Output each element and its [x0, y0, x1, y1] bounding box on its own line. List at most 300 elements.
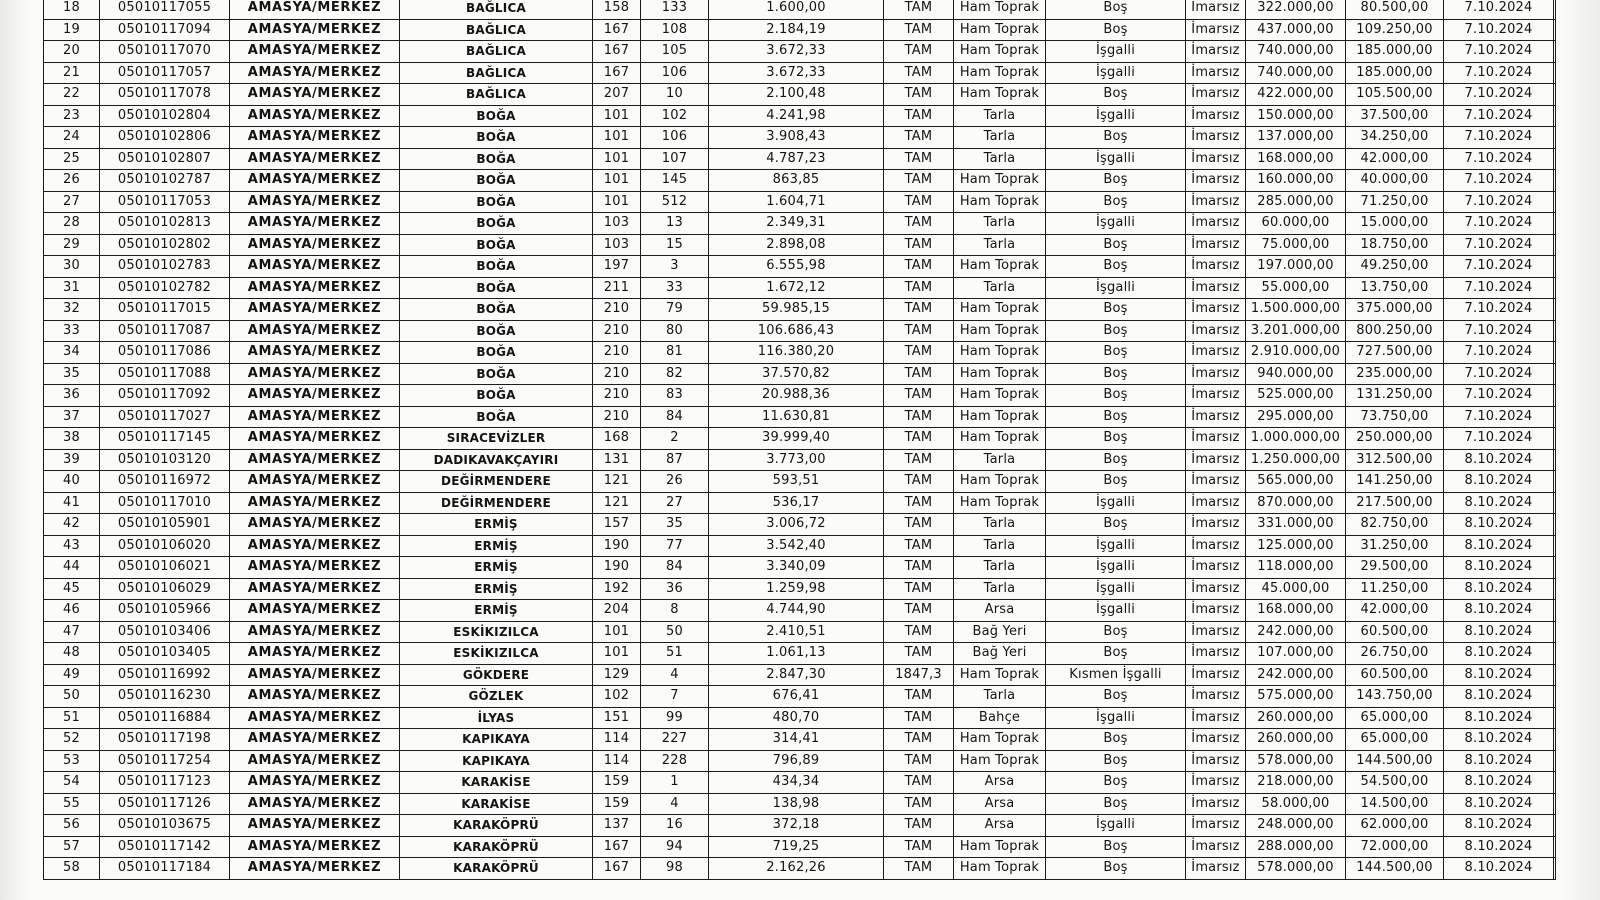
- province-district-cell: AMASYA/MERKEZ: [230, 406, 400, 428]
- property-id-cell: 05010117015: [100, 299, 230, 321]
- property-type-cell: Arsa: [954, 600, 1046, 622]
- neighborhood-cell: KARAKÖPRÜ: [400, 836, 593, 858]
- parcel-number-cell: 16: [641, 815, 709, 837]
- auction-time-cell: [1554, 557, 1556, 579]
- occupancy-status-cell: Boş: [1046, 127, 1186, 149]
- neighborhood-cell: BAĞLICA: [400, 62, 593, 84]
- share-cell: TAM: [884, 148, 954, 170]
- auction-date-cell: 8.10.2024: [1444, 729, 1554, 751]
- share-cell: TAM: [884, 105, 954, 127]
- deposit-cell: 235.000,00: [1346, 363, 1444, 385]
- estimated-price-cell: 295.000,00: [1246, 406, 1346, 428]
- auction-time-cell: [1554, 234, 1556, 256]
- auction-date-cell: 8.10.2024: [1444, 535, 1554, 557]
- auction-date-cell: 7.10.2024: [1444, 19, 1554, 41]
- block-number-cell: 101: [593, 191, 641, 213]
- parcel-number-cell: 145: [641, 170, 709, 192]
- property-type-cell: Ham Toprak: [954, 858, 1046, 880]
- block-number-cell: 121: [593, 492, 641, 514]
- occupancy-status-cell: Boş: [1046, 729, 1186, 751]
- parcel-number-cell: 2: [641, 428, 709, 450]
- auction-time-cell: [1554, 19, 1556, 41]
- row-number-cell: 44: [44, 557, 100, 579]
- auction-date-cell: 7.10.2024: [1444, 320, 1554, 342]
- property-type-cell: Ham Toprak: [954, 256, 1046, 278]
- neighborhood-cell: BOĞA: [400, 213, 593, 235]
- auction-time-cell: [1554, 449, 1556, 471]
- province-district-cell: AMASYA/MERKEZ: [230, 148, 400, 170]
- row-number-cell: 35: [44, 363, 100, 385]
- province-district-cell: AMASYA/MERKEZ: [230, 600, 400, 622]
- block-number-cell: 101: [593, 621, 641, 643]
- share-cell: TAM: [884, 707, 954, 729]
- estimated-price-cell: 322.000,00: [1246, 0, 1346, 19]
- province-district-cell: AMASYA/MERKEZ: [230, 836, 400, 858]
- auction-date-cell: 7.10.2024: [1444, 105, 1554, 127]
- estimated-price-cell: 940.000,00: [1246, 363, 1346, 385]
- auction-time-cell: [1554, 471, 1556, 493]
- occupancy-status-cell: Boş: [1046, 385, 1186, 407]
- auction-date-cell: 7.10.2024: [1444, 234, 1554, 256]
- property-type-cell: Arsa: [954, 793, 1046, 815]
- share-cell: TAM: [884, 19, 954, 41]
- property-id-cell: 05010103406: [100, 621, 230, 643]
- neighborhood-cell: GÖKDERE: [400, 664, 593, 686]
- deposit-cell: 80.500,00: [1346, 0, 1444, 19]
- zoning-status-cell: İmarsız: [1186, 256, 1246, 278]
- auction-date-cell: 7.10.2024: [1444, 127, 1554, 149]
- row-number-cell: 51: [44, 707, 100, 729]
- deposit-cell: 800.250,00: [1346, 320, 1444, 342]
- block-number-cell: 103: [593, 234, 641, 256]
- share-cell: TAM: [884, 84, 954, 106]
- estimated-price-cell: 75.000,00: [1246, 234, 1346, 256]
- area-cell: 314,41: [709, 729, 884, 751]
- zoning-status-cell: İmarsız: [1186, 557, 1246, 579]
- estimated-price-cell: 260.000,00: [1246, 707, 1346, 729]
- parcel-number-cell: 8: [641, 600, 709, 622]
- table-row: [44, 858, 1556, 880]
- deposit-cell: 375.000,00: [1346, 299, 1444, 321]
- parcel-number-cell: 33: [641, 277, 709, 299]
- property-type-cell: Ham Toprak: [954, 385, 1046, 407]
- province-district-cell: AMASYA/MERKEZ: [230, 707, 400, 729]
- neighborhood-cell: BAĞLICA: [400, 0, 593, 19]
- row-number-cell: 27: [44, 191, 100, 213]
- estimated-price-cell: 150.000,00: [1246, 105, 1346, 127]
- row-number-cell: 39: [44, 449, 100, 471]
- share-cell: TAM: [884, 127, 954, 149]
- area-cell: 1.604,71: [709, 191, 884, 213]
- occupancy-status-cell: Boş: [1046, 750, 1186, 772]
- property-id-cell: 05010117254: [100, 750, 230, 772]
- estimated-price-cell: 168.000,00: [1246, 148, 1346, 170]
- province-district-cell: AMASYA/MERKEZ: [230, 449, 400, 471]
- occupancy-status-cell: İşgalli: [1046, 492, 1186, 514]
- auction-time-cell: [1554, 320, 1556, 342]
- property-type-cell: Tarla: [954, 213, 1046, 235]
- province-district-cell: AMASYA/MERKEZ: [230, 277, 400, 299]
- property-id-cell: 05010116884: [100, 707, 230, 729]
- neighborhood-cell: BAĞLICA: [400, 41, 593, 63]
- province-district-cell: AMASYA/MERKEZ: [230, 62, 400, 84]
- occupancy-status-cell: Boş: [1046, 363, 1186, 385]
- zoning-status-cell: İmarsız: [1186, 621, 1246, 643]
- auction-date-cell: 7.10.2024: [1444, 385, 1554, 407]
- block-number-cell: 131: [593, 449, 641, 471]
- row-number-cell: 30: [44, 256, 100, 278]
- province-district-cell: AMASYA/MERKEZ: [230, 170, 400, 192]
- property-type-cell: Ham Toprak: [954, 471, 1046, 493]
- province-district-cell: AMASYA/MERKEZ: [230, 0, 400, 19]
- block-number-cell: 137: [593, 815, 641, 837]
- property-id-cell: 05010116230: [100, 686, 230, 708]
- property-id-cell: 05010117027: [100, 406, 230, 428]
- area-cell: 116.380,20: [709, 342, 884, 364]
- share-cell: TAM: [884, 342, 954, 364]
- block-number-cell: 167: [593, 836, 641, 858]
- row-number-cell: 37: [44, 406, 100, 428]
- province-district-cell: AMASYA/MERKEZ: [230, 41, 400, 63]
- neighborhood-cell: BOĞA: [400, 170, 593, 192]
- property-id-cell: 05010117094: [100, 19, 230, 41]
- area-cell: 4.744,90: [709, 600, 884, 622]
- parcel-number-cell: 102: [641, 105, 709, 127]
- area-cell: 3.340,09: [709, 557, 884, 579]
- occupancy-status-cell: İşgalli: [1046, 535, 1186, 557]
- estimated-price-cell: 1.000.000,00: [1246, 428, 1346, 450]
- share-cell: TAM: [884, 170, 954, 192]
- property-type-cell: Tarla: [954, 535, 1046, 557]
- parcel-number-cell: 4: [641, 793, 709, 815]
- row-number-cell: 38: [44, 428, 100, 450]
- table-row: [44, 600, 1556, 622]
- neighborhood-cell: ESKİKIZILCA: [400, 621, 593, 643]
- block-number-cell: 159: [593, 793, 641, 815]
- parcel-number-cell: 99: [641, 707, 709, 729]
- deposit-cell: 143.750,00: [1346, 686, 1444, 708]
- auction-time-cell: [1554, 148, 1556, 170]
- parcel-number-cell: 106: [641, 127, 709, 149]
- auction-time-cell: [1554, 750, 1556, 772]
- area-cell: 434,34: [709, 772, 884, 794]
- row-number-cell: 29: [44, 234, 100, 256]
- row-number-cell: 42: [44, 514, 100, 536]
- estimated-price-cell: 137.000,00: [1246, 127, 1346, 149]
- block-number-cell: 210: [593, 299, 641, 321]
- zoning-status-cell: İmarsız: [1186, 62, 1246, 84]
- property-id-cell: 05010117057: [100, 62, 230, 84]
- neighborhood-cell: KAPIKAYA: [400, 729, 593, 751]
- auction-time-cell: [1554, 836, 1556, 858]
- block-number-cell: 129: [593, 664, 641, 686]
- neighborhood-cell: KARAKİSE: [400, 772, 593, 794]
- property-id-cell: 05010117070: [100, 41, 230, 63]
- province-district-cell: AMASYA/MERKEZ: [230, 127, 400, 149]
- province-district-cell: AMASYA/MERKEZ: [230, 643, 400, 665]
- parcel-number-cell: 106: [641, 62, 709, 84]
- occupancy-status-cell: İşgalli: [1046, 557, 1186, 579]
- neighborhood-cell: BOĞA: [400, 277, 593, 299]
- deposit-cell: 217.500,00: [1346, 492, 1444, 514]
- zoning-status-cell: İmarsız: [1186, 772, 1246, 794]
- property-id-cell: 05010105966: [100, 600, 230, 622]
- estimated-price-cell: 578.000,00: [1246, 858, 1346, 880]
- area-cell: 1.061,13: [709, 643, 884, 665]
- neighborhood-cell: BOĞA: [400, 191, 593, 213]
- occupancy-status-cell: Boş: [1046, 514, 1186, 536]
- auction-date-cell: 7.10.2024: [1444, 170, 1554, 192]
- property-id-cell: 05010117142: [100, 836, 230, 858]
- neighborhood-cell: BAĞLICA: [400, 19, 593, 41]
- estimated-price-cell: 242.000,00: [1246, 664, 1346, 686]
- property-id-cell: 05010117053: [100, 191, 230, 213]
- zoning-status-cell: İmarsız: [1186, 600, 1246, 622]
- deposit-cell: 727.500,00: [1346, 342, 1444, 364]
- occupancy-status-cell: Boş: [1046, 234, 1186, 256]
- block-number-cell: 204: [593, 600, 641, 622]
- province-district-cell: AMASYA/MERKEZ: [230, 793, 400, 815]
- row-number-cell: 23: [44, 105, 100, 127]
- auction-date-cell: 7.10.2024: [1444, 148, 1554, 170]
- parcel-number-cell: 13: [641, 213, 709, 235]
- area-cell: 1.600,00: [709, 0, 884, 19]
- deposit-cell: 14.500,00: [1346, 793, 1444, 815]
- block-number-cell: 192: [593, 578, 641, 600]
- deposit-cell: 37.500,00: [1346, 105, 1444, 127]
- neighborhood-cell: ERMİŞ: [400, 578, 593, 600]
- occupancy-status-cell: Boş: [1046, 256, 1186, 278]
- deposit-cell: 49.250,00: [1346, 256, 1444, 278]
- area-cell: 2.410,51: [709, 621, 884, 643]
- area-cell: 2.184,19: [709, 19, 884, 41]
- province-district-cell: AMASYA/MERKEZ: [230, 514, 400, 536]
- share-cell: TAM: [884, 449, 954, 471]
- auction-date-cell: 8.10.2024: [1444, 793, 1554, 815]
- province-district-cell: AMASYA/MERKEZ: [230, 299, 400, 321]
- property-type-cell: Ham Toprak: [954, 428, 1046, 450]
- parcel-number-cell: 83: [641, 385, 709, 407]
- property-type-cell: Ham Toprak: [954, 363, 1046, 385]
- area-cell: 372,18: [709, 815, 884, 837]
- province-district-cell: AMASYA/MERKEZ: [230, 471, 400, 493]
- table-row: [44, 449, 1556, 471]
- block-number-cell: 167: [593, 858, 641, 880]
- block-number-cell: 151: [593, 707, 641, 729]
- province-district-cell: AMASYA/MERKEZ: [230, 535, 400, 557]
- auction-date-cell: 8.10.2024: [1444, 750, 1554, 772]
- block-number-cell: 158: [593, 0, 641, 19]
- parcel-number-cell: 26: [641, 471, 709, 493]
- auction-time-cell: [1554, 643, 1556, 665]
- auction-time-cell: [1554, 299, 1556, 321]
- neighborhood-cell: BAĞLICA: [400, 84, 593, 106]
- deposit-cell: 15.000,00: [1346, 213, 1444, 235]
- share-cell: TAM: [884, 621, 954, 643]
- estimated-price-cell: 160.000,00: [1246, 170, 1346, 192]
- property-id-cell: 05010103120: [100, 449, 230, 471]
- auction-date-cell: 8.10.2024: [1444, 664, 1554, 686]
- property-id-cell: 05010102807: [100, 148, 230, 170]
- property-id-cell: 05010117078: [100, 84, 230, 106]
- row-number-cell: 46: [44, 600, 100, 622]
- auction-time-cell: [1554, 342, 1556, 364]
- auction-time-cell: [1554, 191, 1556, 213]
- share-cell: TAM: [884, 213, 954, 235]
- block-number-cell: 210: [593, 385, 641, 407]
- area-cell: 39.999,40: [709, 428, 884, 450]
- estimated-price-cell: 260.000,00: [1246, 729, 1346, 751]
- auction-date-cell: 8.10.2024: [1444, 815, 1554, 837]
- share-cell: TAM: [884, 385, 954, 407]
- estimated-price-cell: 118.000,00: [1246, 557, 1346, 579]
- neighborhood-cell: BOĞA: [400, 320, 593, 342]
- parcel-number-cell: 15: [641, 234, 709, 256]
- area-cell: 3.672,33: [709, 62, 884, 84]
- deposit-cell: 54.500,00: [1346, 772, 1444, 794]
- property-type-cell: Tarla: [954, 557, 1046, 579]
- zoning-status-cell: İmarsız: [1186, 84, 1246, 106]
- zoning-status-cell: İmarsız: [1186, 578, 1246, 600]
- zoning-status-cell: İmarsız: [1186, 643, 1246, 665]
- parcel-number-cell: 3: [641, 256, 709, 278]
- occupancy-status-cell: Boş: [1046, 428, 1186, 450]
- property-id-cell: 05010102813: [100, 213, 230, 235]
- deposit-cell: 65.000,00: [1346, 729, 1444, 751]
- property-type-cell: Tarla: [954, 686, 1046, 708]
- zoning-status-cell: İmarsız: [1186, 191, 1246, 213]
- neighborhood-cell: ERMİŞ: [400, 557, 593, 579]
- neighborhood-cell: ERMİŞ: [400, 535, 593, 557]
- neighborhood-cell: BOĞA: [400, 256, 593, 278]
- area-cell: 3.542,40: [709, 535, 884, 557]
- occupancy-status-cell: Boş: [1046, 686, 1186, 708]
- auction-date-cell: 7.10.2024: [1444, 277, 1554, 299]
- auction-time-cell: [1554, 41, 1556, 63]
- neighborhood-cell: BOĞA: [400, 342, 593, 364]
- province-district-cell: AMASYA/MERKEZ: [230, 256, 400, 278]
- share-cell: TAM: [884, 471, 954, 493]
- block-number-cell: 159: [593, 772, 641, 794]
- auction-date-cell: 8.10.2024: [1444, 471, 1554, 493]
- auction-time-cell: [1554, 858, 1556, 880]
- property-type-cell: Ham Toprak: [954, 0, 1046, 19]
- parcel-number-cell: 80: [641, 320, 709, 342]
- property-type-cell: Bağ Yeri: [954, 643, 1046, 665]
- estimated-price-cell: 288.000,00: [1246, 836, 1346, 858]
- auction-time-cell: [1554, 621, 1556, 643]
- estimated-price-cell: 248.000,00: [1246, 815, 1346, 837]
- share-cell: TAM: [884, 277, 954, 299]
- property-id-cell: 05010117055: [100, 0, 230, 19]
- auction-time-cell: [1554, 686, 1556, 708]
- property-type-cell: Ham Toprak: [954, 836, 1046, 858]
- row-number-cell: 32: [44, 299, 100, 321]
- property-id-cell: 05010117092: [100, 385, 230, 407]
- row-number-cell: 22: [44, 84, 100, 106]
- auction-date-cell: 8.10.2024: [1444, 492, 1554, 514]
- auction-date-cell: 7.10.2024: [1444, 41, 1554, 63]
- auction-date-cell: 8.10.2024: [1444, 621, 1554, 643]
- block-number-cell: 101: [593, 127, 641, 149]
- auction-time-cell: [1554, 385, 1556, 407]
- parcel-number-cell: 512: [641, 191, 709, 213]
- occupancy-status-cell: Boş: [1046, 19, 1186, 41]
- row-number-cell: 50: [44, 686, 100, 708]
- block-number-cell: 102: [593, 686, 641, 708]
- table-row: [44, 514, 1556, 536]
- property-type-cell: Ham Toprak: [954, 664, 1046, 686]
- auction-time-cell: [1554, 84, 1556, 106]
- province-district-cell: AMASYA/MERKEZ: [230, 213, 400, 235]
- property-id-cell: 05010117126: [100, 793, 230, 815]
- row-number-cell: 57: [44, 836, 100, 858]
- parcel-number-cell: 77: [641, 535, 709, 557]
- area-cell: 593,51: [709, 471, 884, 493]
- area-cell: 4.241,98: [709, 105, 884, 127]
- block-number-cell: 168: [593, 428, 641, 450]
- table-row: [44, 234, 1556, 256]
- auction-time-cell: [1554, 707, 1556, 729]
- table-row: [44, 320, 1556, 342]
- share-cell: 1847,3: [884, 664, 954, 686]
- table-row: [44, 363, 1556, 385]
- table-row: [44, 643, 1556, 665]
- auction-time-cell: [1554, 514, 1556, 536]
- share-cell: TAM: [884, 836, 954, 858]
- parcel-number-cell: 82: [641, 363, 709, 385]
- province-district-cell: AMASYA/MERKEZ: [230, 815, 400, 837]
- area-cell: 3.773,00: [709, 449, 884, 471]
- occupancy-status-cell: Boş: [1046, 449, 1186, 471]
- auction-time-cell: [1554, 363, 1556, 385]
- row-number-cell: 55: [44, 793, 100, 815]
- property-id-cell: 05010102802: [100, 234, 230, 256]
- province-district-cell: AMASYA/MERKEZ: [230, 191, 400, 213]
- deposit-cell: 42.000,00: [1346, 600, 1444, 622]
- property-type-cell: Ham Toprak: [954, 342, 1046, 364]
- property-type-cell: Tarla: [954, 105, 1046, 127]
- row-number-cell: 47: [44, 621, 100, 643]
- deposit-cell: 144.500,00: [1346, 858, 1444, 880]
- estimated-price-cell: 422.000,00: [1246, 84, 1346, 106]
- table-body: [44, 0, 1556, 879]
- area-cell: 138,98: [709, 793, 884, 815]
- table-row: [44, 148, 1556, 170]
- neighborhood-cell: BOĞA: [400, 148, 593, 170]
- neighborhood-cell: BOĞA: [400, 299, 593, 321]
- parcel-number-cell: 105: [641, 41, 709, 63]
- share-cell: TAM: [884, 492, 954, 514]
- zoning-status-cell: İmarsız: [1186, 170, 1246, 192]
- area-cell: 3.908,43: [709, 127, 884, 149]
- occupancy-status-cell: İşgalli: [1046, 105, 1186, 127]
- occupancy-status-cell: Boş: [1046, 772, 1186, 794]
- estimated-price-cell: 58.000,00: [1246, 793, 1346, 815]
- parcel-number-cell: 7: [641, 686, 709, 708]
- deposit-cell: 131.250,00: [1346, 385, 1444, 407]
- property-id-cell: 05010102787: [100, 170, 230, 192]
- estimated-price-cell: 60.000,00: [1246, 213, 1346, 235]
- table-row: [44, 707, 1556, 729]
- deposit-cell: 65.000,00: [1346, 707, 1444, 729]
- occupancy-status-cell: İşgalli: [1046, 600, 1186, 622]
- area-cell: 2.898,08: [709, 234, 884, 256]
- area-cell: 676,41: [709, 686, 884, 708]
- block-number-cell: 210: [593, 342, 641, 364]
- share-cell: TAM: [884, 686, 954, 708]
- zoning-status-cell: İmarsız: [1186, 492, 1246, 514]
